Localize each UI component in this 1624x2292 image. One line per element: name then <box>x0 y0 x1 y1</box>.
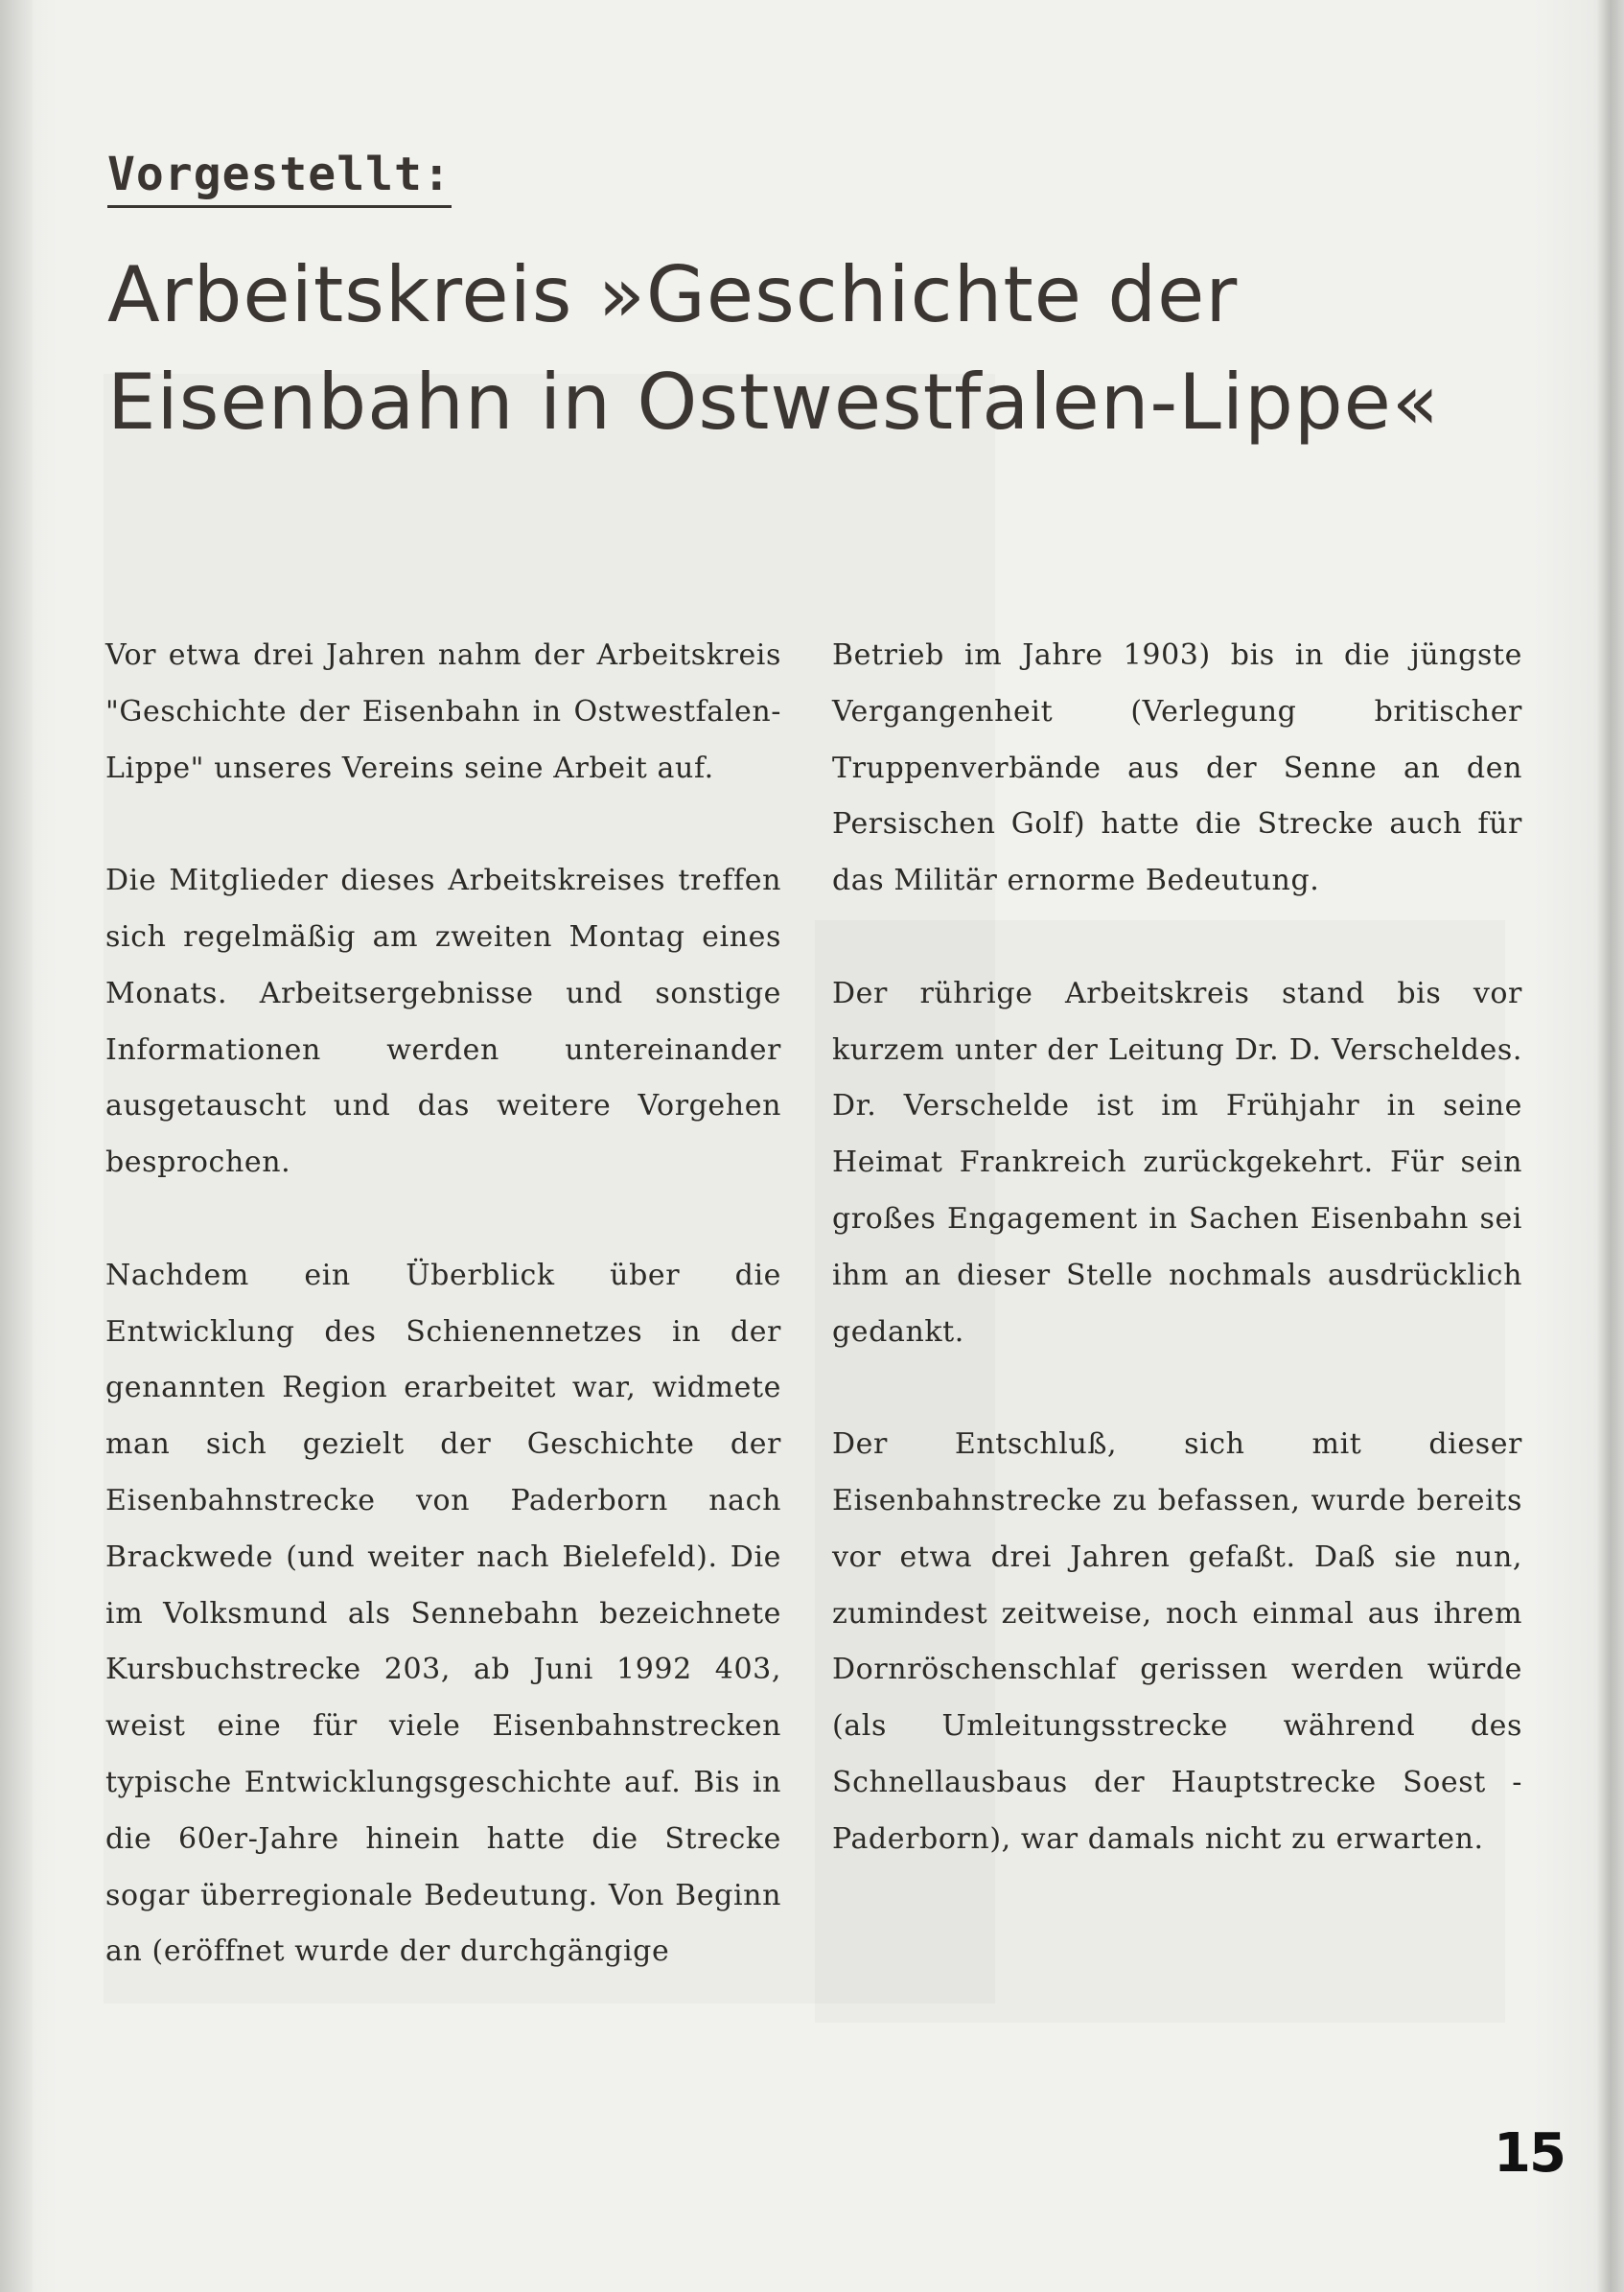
article-headline <box>107 242 1603 456</box>
section-kicker: Vorgestellt: <box>107 146 452 208</box>
paragraph: Der rührige Arbeitskreis stand bis vor kurzem unter der Leitung Dr. D. Verscheldes. Dr. Verschelde ist im Frühjahr in seine Heimat Frankreich zurückgekehrt. Für sein großes Engagement in Sachen Eisenbahn sei ihm an dieser Stelle nochmals ausdrücklich gedankt. <box>832 976 1522 1349</box>
paragraph: Der Entschluß, sich mit dieser Eisenbahnstrecke zu befassen, wurde bereits vor etwa drei Jahren gefaßt. Daß sie nun, zumindest zeitweise, noch einmal aus ihrem Dornröschenschlaf gerissen werden würde (als Umleitungsstrecke während des Schnellausbaus der Hauptstrecke Soest - Paderborn), war damals nicht zu erwarten. <box>832 1427 1522 1856</box>
paragraph: Nachdem ein Überblick über die Entwicklung des Schienennetzes in der genannten Region erarbeitet war, widmete man sich gezielt der Geschichte der Eisenbahnstrecke von Paderborn nach Brackwede (und weiter nach Bielefeld). Die im Volksmund als Sennebahn bezeichnete Kursbuchstrecke 203, ab Juni 1992 403, weist eine für viele Eisenbahnstrecken typische Entwicklungsgeschichte auf. Bis in die 60er-Jahre hinein hatte die Strecke sogar überregionale Bedeutung. Von Beginn an (eröffnet wurde der durchgängige <box>105 1258 781 1969</box>
page-binding-shadow <box>0 0 33 2292</box>
right-text-column <box>832 628 1522 1868</box>
paragraph: Betrieb im Jahre 1903) bis in die jüngste Vergangenheit (Verlegung britischer Truppenverbände aus der Senne an den Persischen Golf) hatte die Strecke auch für das Militär ernorme Bedeutung. <box>832 638 1522 898</box>
page-number: 15 <box>1494 2122 1565 2185</box>
left-text-column <box>105 628 781 1980</box>
headline-line-2: Eisenbahn in Ostwestfalen-Lippe« <box>107 358 1440 447</box>
headline-line-1: Arbeitskreis »Geschichte der <box>107 250 1239 339</box>
paragraph: Vor etwa drei Jahren nahm der Arbeitskreis "Geschichte der Eisenbahn in Ostwestfalen-Lippe" unseres Vereins seine Arbeit auf. <box>105 638 781 785</box>
paragraph: Die Mitglieder dieses Arbeitskreises treffen sich regelmäßig am zweiten Montag eines Monats. Arbeitsergebnisse und sonstige Informationen werden untereinander ausgetauscht und das weitere Vorgehen besprochen. <box>105 864 781 1180</box>
